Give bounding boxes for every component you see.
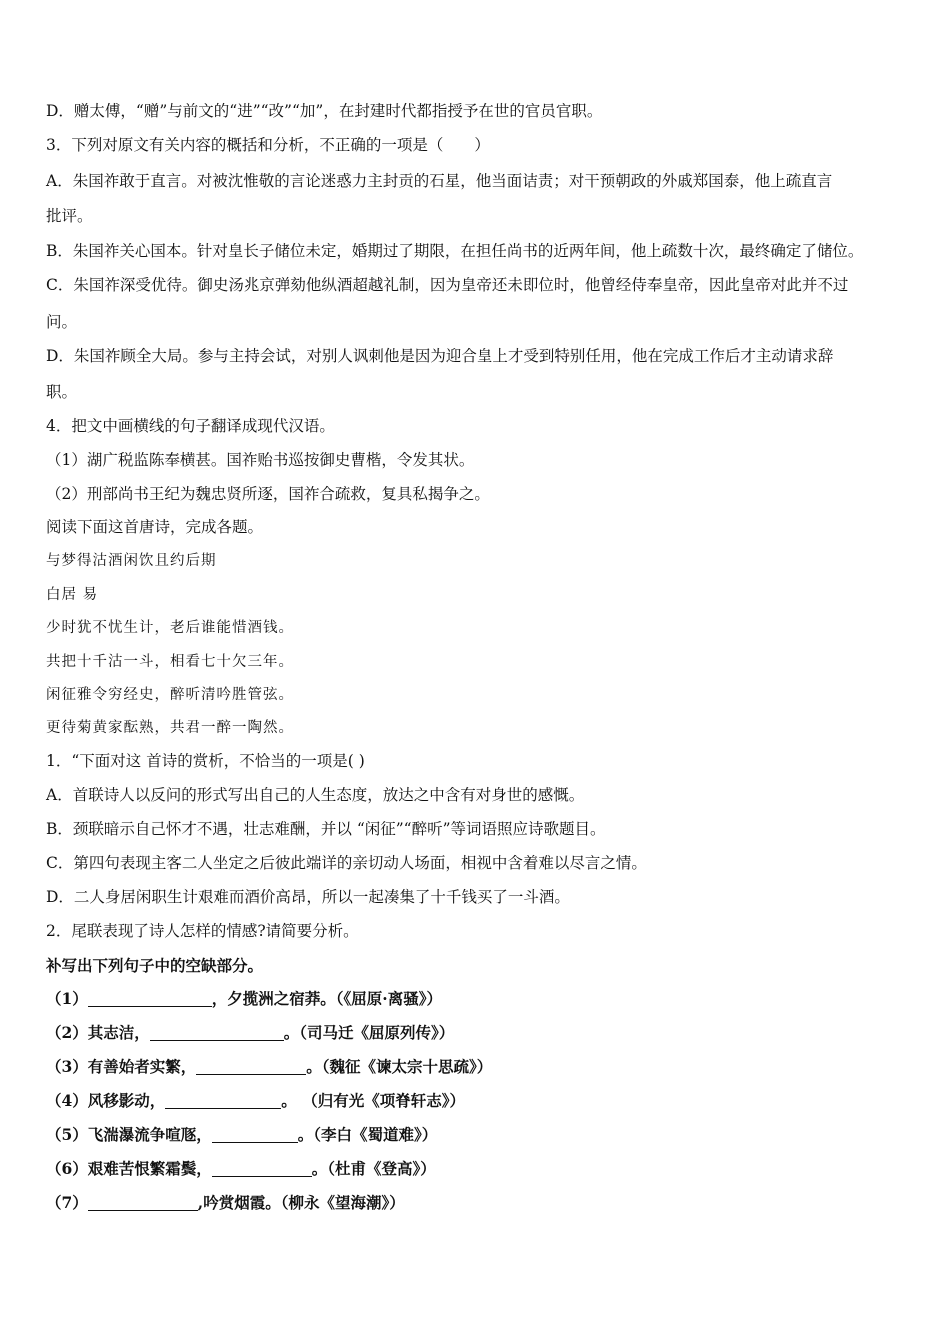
- fill-item-7: [46, 1192, 920, 1214]
- answer-blank-5[interactable]: [212, 1126, 298, 1143]
- q4-sentence-1: （1）湖广税监陈奉横甚。国祚贻书巡按御史曹楷，令发其状。: [46, 451, 475, 469]
- answer-blank-1[interactable]: [88, 990, 212, 1007]
- fill-item-7-suffix: ,吟赏烟霞。（柳永《望海潮》）: [197, 1193, 405, 1212]
- answer-blank-7[interactable]: [88, 1194, 198, 1211]
- fill-item-6-suffix: 。（杜甫《登高》）: [311, 1159, 436, 1178]
- poem-q1-option-c: C．第四句表现主客二人坐定之后彼此端详的亲切动人场面，相视中含着难以尽言之情。: [46, 854, 647, 872]
- fill-item-7-prefix: （7）: [46, 1193, 88, 1212]
- fill-item-4-prefix: （4）风移影动，: [46, 1091, 166, 1110]
- fill-item-4-suffix: 。 （归有光《项脊轩志》）: [281, 1091, 465, 1110]
- poem-intro: 阅读下面这首唐诗，完成各题。: [46, 518, 264, 536]
- fill-in-heading: 补写出下列句子中的空缺部分。: [46, 956, 264, 975]
- poem-question-2: 2．尾联表现了诗人怎样的情感?请简要分析。: [46, 922, 359, 940]
- fill-item-5: [46, 1124, 920, 1146]
- poem-title: 与梦得沽酒闲饮且约后期: [46, 553, 217, 569]
- q3-option-d: D．朱国祚顾全大局。参与主持会试，对别人讽刺他是因为迎合皇上才受到特别任用，他在完成工作后才主动请求辞: [46, 347, 834, 365]
- q3-option-b: B．朱国祚关心国本。针对皇长子储位未定，婚期过了期限，在担任尚书的近两年间，他上疏数十次，最终确定了储位。: [46, 242, 864, 260]
- fill-item-5-prefix: （5）飞湍瀑流争喧豗，: [46, 1125, 212, 1144]
- fill-item-2-prefix: （2）其志洁，: [46, 1023, 150, 1042]
- answer-blank-4[interactable]: [165, 1092, 281, 1109]
- q3-option-c-cont: 问。: [46, 313, 78, 331]
- q3-option-a-cont: 批评。: [46, 207, 93, 225]
- poem-line-3: 闲征雅令穷经史，醉听清吟胜管弦。: [46, 687, 294, 703]
- fill-item-1-suffix: ，夕揽洲之宿莽。（《屈原·离骚》）: [211, 989, 442, 1008]
- poem-author: 白居 易: [46, 587, 99, 603]
- fill-item-3-prefix: （3）有善始者实繁，: [46, 1057, 197, 1076]
- poem-q1-option-b: B．颈联暗示自己怀才不遇，壮志难酬，并以 “闲征”“醉听”等词语照应诗歌题目。: [46, 820, 606, 838]
- fill-item-2-suffix: 。（司马迁《屈原列传》）: [283, 1023, 455, 1042]
- fill-item-2: [46, 1022, 920, 1044]
- poem-line-4: 更待菊黄家酝熟，共君一醉一陶然。: [46, 720, 294, 736]
- question-4-stem: 4．把文中画横线的句子翻译成现代汉语。: [46, 417, 335, 435]
- fill-item-3: [46, 1056, 920, 1078]
- fill-item-1-prefix: （1）: [46, 989, 88, 1008]
- poem-q1-option-a: A．首联诗人以反问的形式写出自己的人生态度，放达之中含有对身世的感慨。: [46, 786, 585, 804]
- fill-item-6: [46, 1158, 920, 1180]
- question-3-stem: 3．下列对原文有关内容的概括和分析，不正确的一项是（ ）: [46, 136, 490, 154]
- fill-item-6-prefix: （6）艰难苦恨繁霜鬓，: [46, 1159, 212, 1178]
- q3-option-c: C．朱国祚深受优待。御史汤兆京弹劾他纵酒超越礼制，因为皇帝还未即位时，他曾经侍奉皇帝，因此皇帝对此并不过: [46, 276, 849, 294]
- poem-line-2: 共把十千沽一斗，相看七十欠三年。: [46, 654, 294, 670]
- fill-item-3-suffix: 。（魏征《谏太宗十思疏》）: [306, 1057, 493, 1076]
- q4-sentence-2: （2）刑部尚书王纪为魏忠贤所逐，国祚合疏救，复具私揭争之。: [46, 485, 490, 503]
- answer-blank-2[interactable]: [150, 1024, 284, 1041]
- q3-option-d-cont: 职。: [46, 383, 78, 401]
- fill-item-4: [46, 1090, 920, 1112]
- answer-blank-6[interactable]: [212, 1160, 312, 1177]
- option-d-prev: D．赠太傅，“赠”与前文的“进”“改”“加”，在封建时代都指授予在世的官员官职。: [46, 102, 603, 120]
- poem-q1-option-d: D．二人身居闲职生计艰难而酒价高昂，所以一起凑集了十千钱买了一斗酒。: [46, 888, 570, 906]
- fill-item-1: [46, 988, 920, 1010]
- poem-line-1: 少时犹不忧生计，老后谁能惜酒钱。: [46, 620, 294, 636]
- fill-item-5-suffix: 。（李白《蜀道难》）: [297, 1125, 438, 1144]
- answer-blank-3[interactable]: [196, 1058, 306, 1075]
- q3-option-a: A．朱国祚敢于直言。对被沈惟敬的言论迷惑力主封贡的石星，他当面诘责；对干预朝政的外戚郑国泰，他上疏直言: [46, 172, 833, 190]
- poem-question-1: 1．“下面对这 首诗的赏析，不恰当的一项是( ): [46, 752, 365, 770]
